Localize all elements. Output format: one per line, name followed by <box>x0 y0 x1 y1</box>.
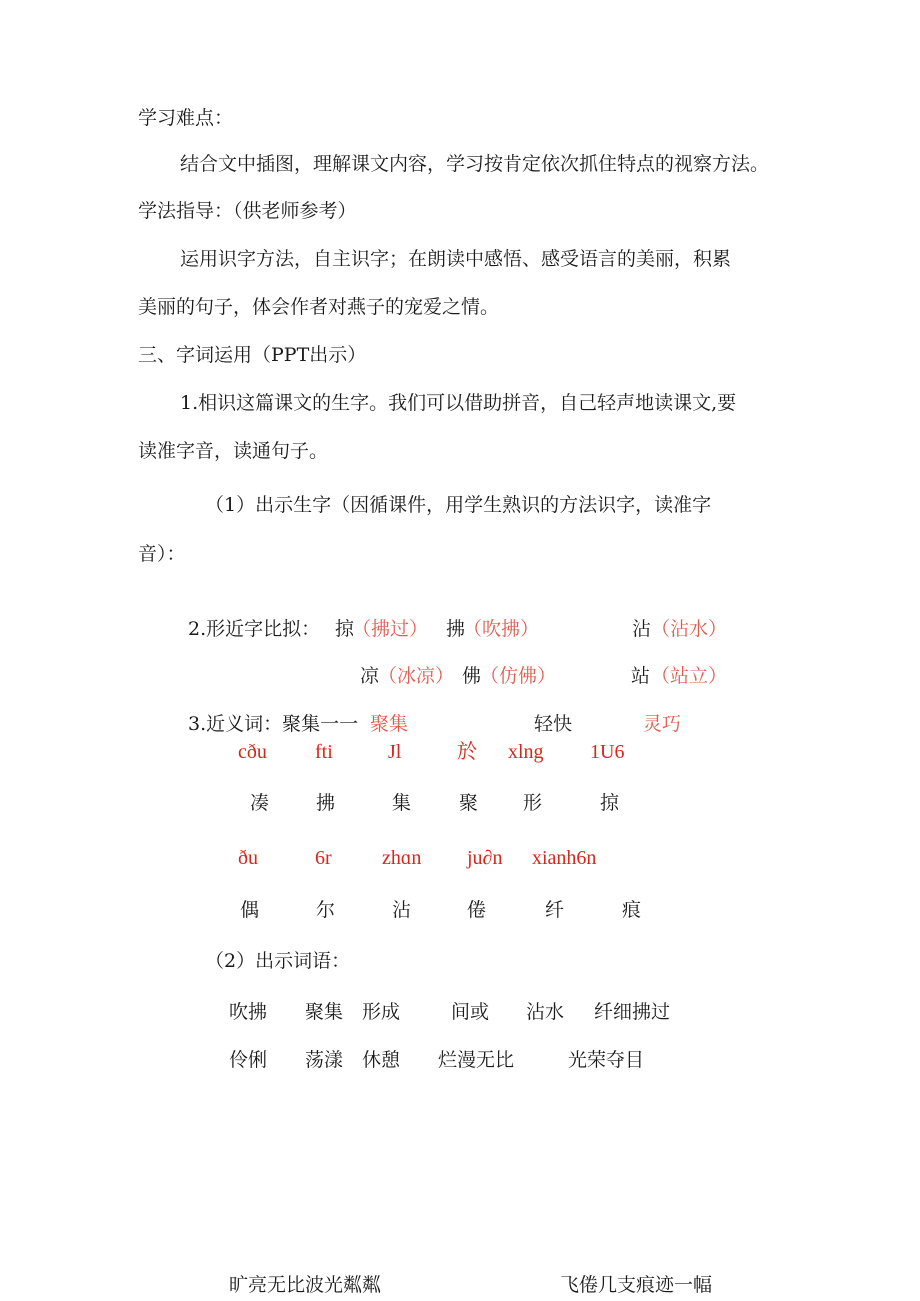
vocab-char: 集 <box>392 792 412 814</box>
synonym-answer: 聚集 <box>370 713 409 735</box>
similar-char: 拂 <box>446 618 466 640</box>
pinyin: 於 <box>457 741 477 763</box>
similar-char: 佛 <box>462 665 482 687</box>
word: 休憩 <box>362 1049 401 1071</box>
word: 烂漫无比 <box>438 1049 515 1071</box>
word: 形成 <box>362 1001 401 1023</box>
word: 伶俐 <box>229 1049 268 1071</box>
pinyin: 6r <box>315 847 332 869</box>
pinyin: zhɑn <box>382 847 422 869</box>
vocab-char: 纤 <box>545 899 565 921</box>
word: 间或 <box>451 1001 490 1023</box>
similar-char: 掠 <box>335 618 355 640</box>
vocab-char: 倦 <box>467 899 487 921</box>
synonyms-label: 3.近义词：聚集一一 <box>188 713 359 735</box>
paragraph-line: 运用识字方法，自主识字；在朗读中感悟、感受语言的美丽，积累 <box>180 248 732 270</box>
word: 吹拂 <box>229 1001 268 1023</box>
vocab-char: 拂 <box>316 792 336 814</box>
vocab-char: 聚 <box>459 792 479 814</box>
similar-char-word: （拂过） <box>352 618 429 640</box>
vocab-char: 偶 <box>240 899 260 921</box>
similar-char-word: （站立） <box>651 665 728 687</box>
word: 光荣夺目 <box>568 1049 645 1071</box>
vocab-char: 痕 <box>622 899 642 921</box>
similar-char: 凉 <box>360 665 380 687</box>
pinyin: 1U6 <box>590 741 625 763</box>
similar-char-word: （沾水） <box>651 618 728 640</box>
pinyin: Jl <box>388 741 402 763</box>
heading-study-guide: 学法指导：（供老师参考） <box>138 200 357 222</box>
similar-char-word: （吹拂） <box>463 618 540 640</box>
synonym-answer: 灵巧 <box>643 713 682 735</box>
pinyin: fti <box>315 741 333 763</box>
section-heading: 三、字词运用（PPT出示） <box>138 344 367 366</box>
paragraph-line: 结合文中插图，理解课文内容，学习按肯定依次抓住特点的视察方法。 <box>180 153 770 175</box>
vocab-char: 尔 <box>316 899 336 921</box>
paragraph-line: 美丽的句子，体会作者对燕子的宠爱之情。 <box>138 296 500 318</box>
paragraph-line: 1.相识这篇课文的生字。我们可以借助拼音，自己轻声地读课文,要 <box>180 392 737 414</box>
similar-char-word: （冰凉） <box>378 665 455 687</box>
similar-char-word: （仿佛） <box>480 665 557 687</box>
similar-chars-label: 2.形近字比拟： <box>188 618 321 640</box>
vocab-char: 沾 <box>392 899 412 921</box>
word: 纤细拂过 <box>594 1001 671 1023</box>
word: 荡漾 <box>305 1049 344 1071</box>
vocab-char: 掠 <box>600 792 620 814</box>
word: 聚集 <box>305 1001 344 1023</box>
synonym-word: 轻快 <box>534 713 573 735</box>
pinyin: xlng <box>508 741 544 763</box>
pinyin: cðu <box>238 741 267 763</box>
paragraph-line: 读准字音，读通句子。 <box>138 440 329 462</box>
word: 飞倦几支痕迹一幅 <box>560 1274 713 1296</box>
vocab-char: 形 <box>523 792 543 814</box>
paragraph-line: （1）出示生字（因循课件，用学生熟识的方法识字，读准字 <box>205 494 712 516</box>
pinyin: ðu <box>238 847 258 869</box>
similar-char: 站 <box>631 665 651 687</box>
words-heading: （2）出示词语： <box>205 950 351 972</box>
word: 沾水 <box>526 1001 565 1023</box>
paragraph-line: 音）： <box>138 543 186 565</box>
pinyin: xianh6n <box>532 847 597 869</box>
similar-char: 沾 <box>632 618 652 640</box>
word: 旷亮无比波光粼粼 <box>229 1274 382 1296</box>
pinyin: ju∂n <box>467 847 503 869</box>
vocab-char: 凑 <box>250 792 270 814</box>
heading-learning-difficulty: 学习难点： <box>138 107 234 129</box>
